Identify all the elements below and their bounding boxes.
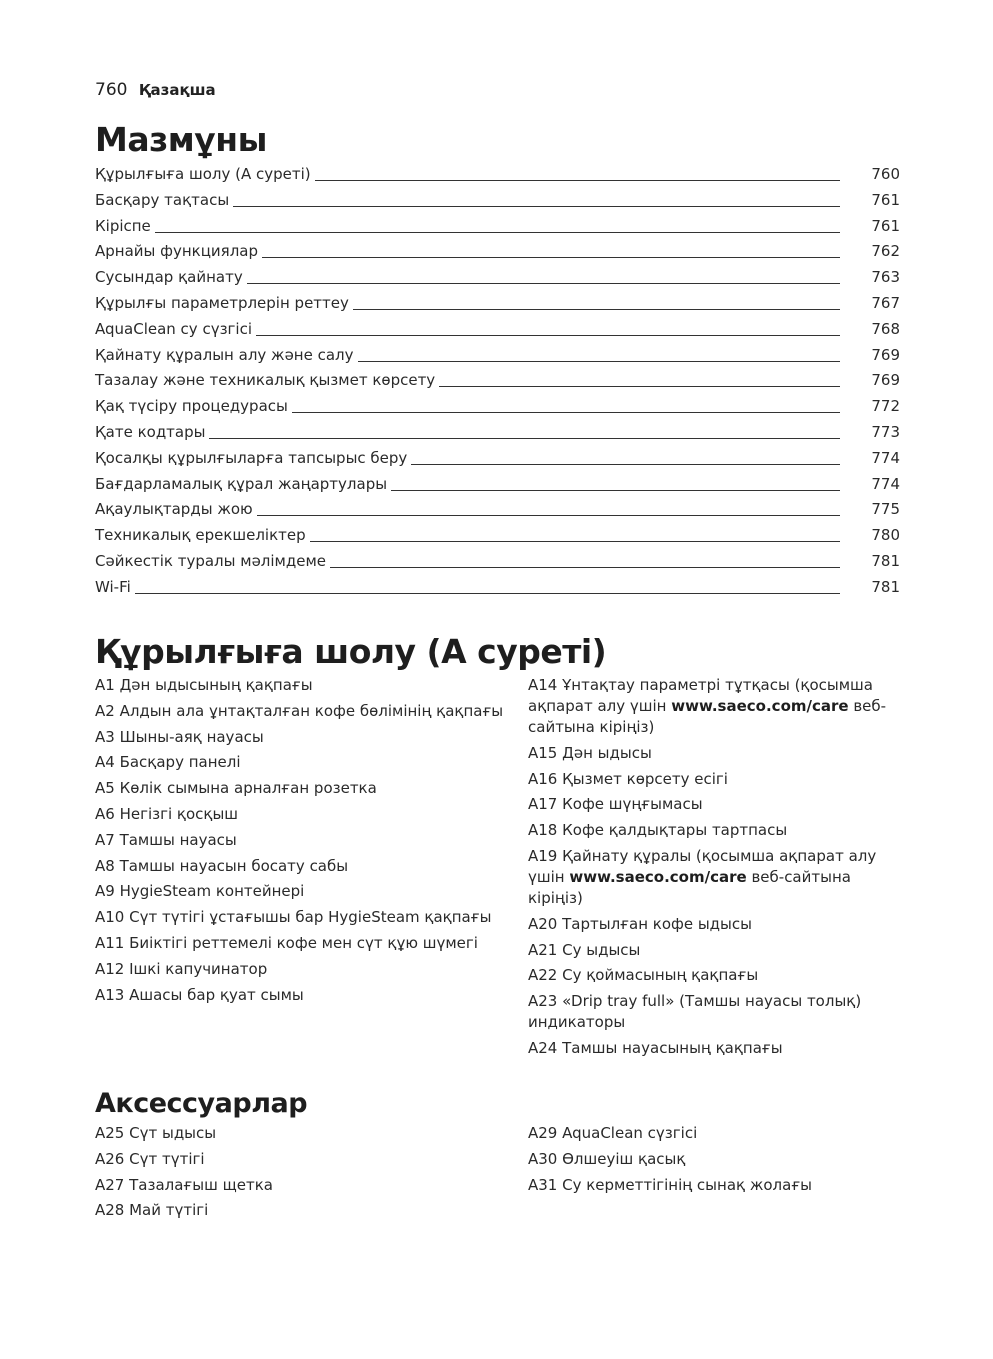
list-item: A16 Қызмет көрсету есігі	[528, 769, 728, 788]
toc-entry-label: Қате кодтары	[95, 421, 209, 443]
list-item: A7 Тамшы науасы	[95, 830, 237, 849]
list-item: A21 Су ыдысы	[528, 940, 641, 959]
toc-entry-label: Сусындар қайнату	[95, 266, 247, 288]
list-item: A17 Кофе шүңғымасы	[528, 795, 703, 814]
toc-entry-page: 762	[871, 242, 900, 261]
toc-entry-label: Басқару тақтасы	[95, 189, 233, 211]
language-label: Қазақша	[138, 81, 216, 99]
toc-entry[interactable]	[95, 189, 900, 215]
list-item: A11 Биіктігі реттемелі кофе мен сүт құю шүмегі	[95, 933, 478, 952]
accessory-item: A27 Тазалағыш щетка	[95, 1175, 273, 1194]
accessory-item: A26 Сүт түтігі	[95, 1149, 205, 1168]
list-item: A10 Сүт түтігі ұстағышы бар HygieSteam қақпағы	[95, 908, 492, 927]
toc-entry[interactable]	[95, 344, 900, 370]
toc-entry[interactable]	[95, 215, 900, 241]
toc-entry-label: Қосалқы құрылғыларға тапсырыс беру	[95, 447, 411, 469]
toc-entry-page: 774	[871, 448, 900, 467]
toc-entry-label: Құрылғыға шолу (A суреті)	[95, 163, 315, 185]
toc-leader-line	[95, 232, 840, 233]
list-item: A5 Көлік сымына арналған розетка	[95, 779, 377, 798]
list-item-a14: A14 Ұнтақтау параметрі тұтқасы (қосымша ақпарат алу үшін www.saeco.com/care веб-сайтына кіріңіз)	[528, 676, 887, 736]
list-item: A13 Ашасы бар қуат сымы	[95, 985, 304, 1004]
accessory-item: A29 AquaClean сүзгісі	[528, 1124, 698, 1142]
list-item: A20 Тартылған кофе ыдысы	[528, 914, 752, 933]
toc-entry-label: Бағдарламалық құрал жаңартулары	[95, 473, 391, 495]
toc-entry[interactable]	[95, 447, 900, 473]
list-item: A18 Кофе қалдықтары тартпасы	[528, 821, 788, 840]
toc-entry-page: 773	[871, 422, 900, 441]
accessories-list-left	[95, 1123, 505, 1226]
table-of-contents	[95, 163, 900, 602]
overview-list-right	[528, 675, 900, 1064]
list-item: A3 Шыны-аяқ науасы	[95, 727, 264, 746]
toc-entry-label: Wi-Fi	[95, 576, 135, 598]
toc-entry-page: 769	[871, 345, 900, 364]
toc-entry[interactable]	[95, 498, 900, 524]
toc-entry-page: 774	[871, 474, 900, 493]
list-item: A9 HygieSteam контейнері	[95, 882, 305, 901]
toc-entry[interactable]	[95, 395, 900, 421]
toc-entry[interactable]	[95, 163, 900, 189]
toc-entry-page: 781	[871, 551, 900, 570]
toc-entry[interactable]	[95, 266, 900, 292]
toc-entry[interactable]	[95, 369, 900, 395]
toc-entry-label: AquaClean су сүзгісі	[95, 318, 256, 340]
toc-entry-label: Қақ түсіру процедурасы	[95, 395, 292, 417]
toc-entry[interactable]	[95, 550, 900, 576]
toc-entry[interactable]	[95, 318, 900, 344]
list-item: A6 Негізгі қосқыш	[95, 804, 239, 823]
toc-leader-line	[95, 593, 840, 594]
accessories-list-right	[528, 1123, 900, 1200]
toc-entry[interactable]	[95, 473, 900, 499]
toc-entry-page: 769	[871, 371, 900, 390]
toc-entry-page: 781	[871, 577, 900, 596]
toc-entry[interactable]	[95, 576, 900, 602]
toc-entry-label: Ақаулықтарды жою	[95, 498, 257, 520]
accessory-item: A25 Сүт ыдысы	[95, 1124, 217, 1142]
care-link: www.saeco.com/care	[569, 867, 747, 886]
toc-entry-page: 761	[871, 190, 900, 209]
toc-entry-label: Арнайы функциялар	[95, 240, 262, 262]
list-item: A2 Алдын ала ұнтақталған кофе бөлімінің қақпағы	[95, 701, 504, 720]
list-item: A15 Дән ыдысы	[528, 743, 652, 762]
list-item: A1 Дән ыдысының қақпағы	[95, 676, 313, 694]
list-item: A24 Тамшы науасының қақпағы	[528, 1038, 783, 1057]
toc-entry-page: 760	[871, 165, 900, 183]
accessory-item: A30 Өлшеуіш қасық	[528, 1149, 686, 1168]
toc-entry-page: 768	[871, 319, 900, 338]
toc-entry-label: Кіріспе	[95, 215, 155, 237]
accessories-title: Аксессуарлар	[95, 1088, 308, 1119]
toc-entry-label: Тазалау және техникалық қызмет көрсету	[95, 369, 439, 391]
overview-title: Құрылғыға шолу (A суреті)	[95, 632, 607, 671]
toc-entry-page: 775	[871, 500, 900, 519]
toc-entry[interactable]	[95, 421, 900, 447]
toc-entry-label: Сәйкестік туралы мәлімдеме	[95, 550, 330, 572]
toc-title: Мазмұны	[95, 120, 267, 159]
list-item: A4 Басқару панелі	[95, 753, 241, 772]
toc-entry-page: 761	[871, 216, 900, 235]
accessory-item: A28 Май түтігі	[95, 1201, 209, 1220]
toc-entry-label: Техникалық ерекшеліктер	[95, 524, 310, 546]
list-item: A22 Су қоймасының қақпағы	[528, 966, 759, 985]
toc-entry-page: 772	[871, 397, 900, 416]
toc-entry-page: 767	[871, 293, 900, 312]
care-link: www.saeco.com/care	[671, 697, 849, 715]
list-item: A12 Ішкі капучинатор	[95, 959, 268, 978]
list-item-a19: A19 Қайнату құралы (қосымша ақпарат алу үшін www.saeco.com/care веб-сайтына кіріңіз)	[528, 846, 877, 907]
toc-entry[interactable]	[95, 524, 900, 550]
manual-page	[95, 0, 900, 1359]
toc-entry-label: Қайнату құралын алу және салу	[95, 344, 358, 366]
toc-entry-page: 763	[871, 268, 900, 287]
list-item: A23 «Drip tray full» (Тамшы науасы толық) индикаторы	[528, 992, 862, 1032]
toc-entry-page: 780	[871, 526, 900, 545]
toc-entry[interactable]	[95, 292, 900, 318]
list-item: A8 Тамшы науасын босату сабы	[95, 856, 349, 875]
page-header	[95, 80, 216, 100]
toc-entry-label: Құрылғы параметрлерін реттеу	[95, 292, 353, 314]
toc-entry[interactable]	[95, 240, 900, 266]
overview-list-left	[95, 675, 505, 1010]
page-number: 760	[95, 80, 128, 100]
accessory-item: A31 Су керметтігінің сынақ жолағы	[528, 1175, 813, 1194]
